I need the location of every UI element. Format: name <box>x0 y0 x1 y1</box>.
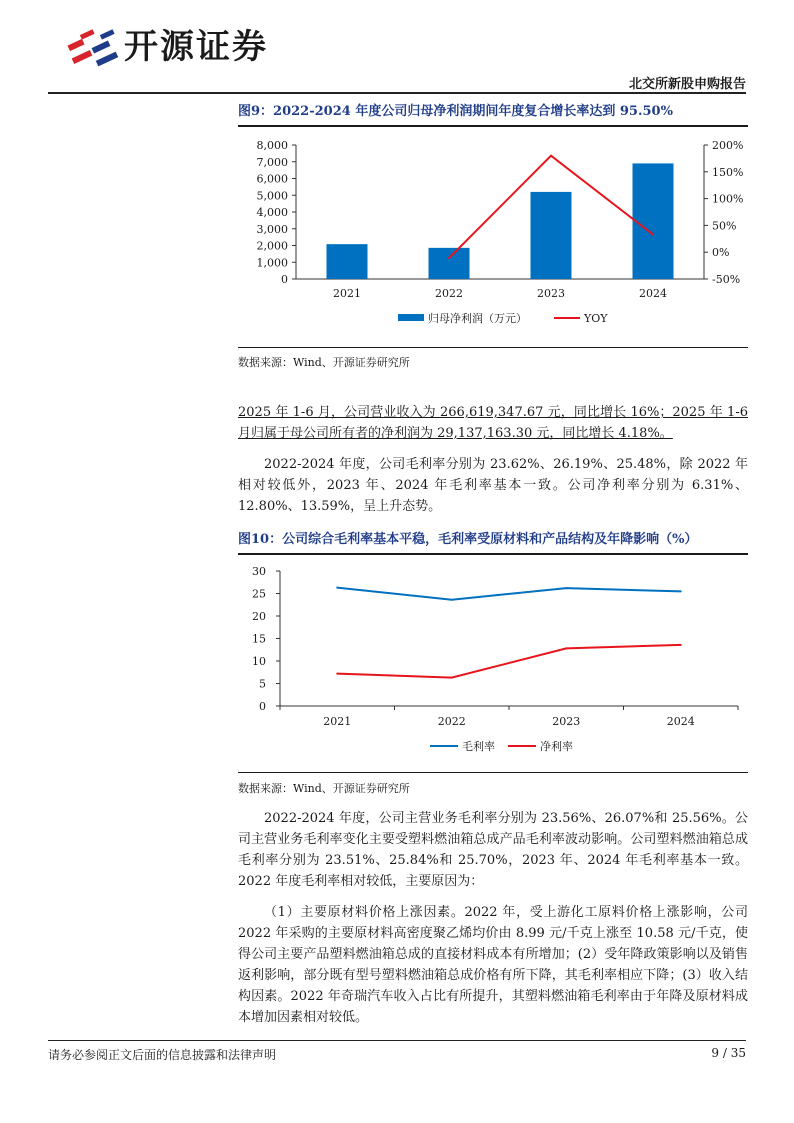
paragraph-reasons: （1）主要原材料价格上涨因素。2022 年，受上游化工原料价格上涨影响，公司 2022 年采购的主要原材料高密度聚乙烯均价由 8.99 元/千克上涨至 10.58 元/千克，使得公司主要产品塑料燃油箱总成的直接材料成本有所增加；(2）受年降政策影响以及销售返利影响，部分既有型号塑料燃油箱总成价格有所下降，其毛利率相应下降；(3）收入结构因素。2022 年奇瑞汽车收入占比有所提升，其塑料燃油箱毛利率由于年降及原材料成本增加因素相对较低。 <box>238 905 748 1025</box>
point-yoy-2022 <box>448 257 450 259</box>
bar-net-profit-2022 <box>429 248 470 279</box>
x-tick-label: 2023 <box>537 287 565 300</box>
figure9-title: 图9：2022-2024 年度公司归母净利润期间年度复合增长率达到 95.50% <box>238 100 748 127</box>
line-gross-margin-point-2023 <box>565 587 567 589</box>
line-gross-margin <box>337 588 681 600</box>
y-left-tick-label: 8,000 <box>256 139 288 152</box>
legend-bar-swatch <box>398 314 424 321</box>
y-tick-label: 5 <box>259 677 266 691</box>
x-tick-label: 2021 <box>323 715 352 728</box>
y-right-tick-label: -50% <box>712 273 741 286</box>
bar-net-profit-2021 <box>327 244 368 279</box>
report-type: 北交所新股申购报告 <box>628 77 746 92</box>
point-yoy-2023 <box>550 155 552 157</box>
y-tick-label: 0 <box>259 700 266 713</box>
line-net-margin-point-2023 <box>565 647 567 649</box>
y-left-tick-label: 6,000 <box>256 172 288 186</box>
line-gross-margin-point-2022 <box>451 599 453 601</box>
line-net-margin-point-2022 <box>451 677 453 679</box>
line-net-margin-point-2024 <box>680 644 682 646</box>
figure9-divider <box>238 347 748 348</box>
y-right-tick-label: 50% <box>712 219 737 233</box>
figure9-source: 数据来源：Wind、开源证券研究所 <box>238 356 410 369</box>
figure10-title: 图10：公司综合毛利率基本平稳，毛利率受原材料和产品结构及年降影响（%） <box>238 528 748 555</box>
paragraph-margin-summary: 2022-2024 年度，公司毛利率分别为 23.62%、26.19%、25.48%，除 2022 年相对较低外，2023 年、2024 年毛利率基本一致。公司净利率分别为 6.31%、12.80%、13.59%，呈上升态势。 <box>238 457 748 514</box>
line-gross-margin-point-2024 <box>680 590 682 592</box>
figure9-chart <box>238 128 748 346</box>
y-right-tick-label: 100% <box>712 192 744 206</box>
y-right-tick-label: 150% <box>712 165 744 179</box>
y-left-tick-label: 7,000 <box>256 155 288 169</box>
line-net-margin-point-2021 <box>336 673 338 675</box>
figure10-chart <box>238 556 748 768</box>
paragraph-main-business-margin: 2022-2024 年度，公司主营业务毛利率分别为 23.56%、26.07%和 25.56%。公司主营业务毛利率变化主要受塑料燃油箱总成产品毛利率波动影响。公司塑料燃油箱总成毛利率分别为 23.51%、25.84%和 25.70%，2023 年、2024 年毛利率基本一致。2022 年度毛利率相对较低，主要原因为： <box>238 811 748 889</box>
y-left-tick-label: 2,000 <box>256 239 288 253</box>
header-divider <box>48 92 746 94</box>
legend-line-label: YOY <box>584 312 608 325</box>
y-tick-label: 25 <box>252 587 266 601</box>
page-number: 9 / 35 <box>711 1046 746 1060</box>
x-tick-label: 2024 <box>639 287 667 300</box>
x-tick-label: 2022 <box>437 715 466 728</box>
figure10-source: 数据来源：Wind、开源证券研究所 <box>238 782 410 795</box>
y-tick-label: 20 <box>252 610 266 623</box>
y-tick-label: 15 <box>252 632 266 646</box>
y-tick-label: 10 <box>252 655 266 668</box>
line-net-margin <box>337 645 681 678</box>
figure10-divider <box>238 772 748 773</box>
x-tick-label: 2022 <box>435 287 463 300</box>
paragraph-h1-2025-text: 2025 年 1-6 月，公司营业收入为 266,619,347.67 元，同比增长 16%；2025 年 1-6 月归属于母公司所有者的净利润为 29,137,163.30 元，同比增长 4.18%。 <box>238 405 748 441</box>
line-gross-margin-point-2021 <box>336 587 338 589</box>
bar-net-profit-2024 <box>633 163 674 279</box>
paragraph-h1-2025 <box>238 402 748 444</box>
y-left-tick-label: 4,000 <box>256 206 288 219</box>
x-tick-label: 2024 <box>666 715 695 728</box>
legend-net-label: 净利率 <box>540 740 573 753</box>
x-tick-label: 2023 <box>552 715 581 728</box>
point-yoy-2024 <box>652 234 654 236</box>
brand-name: 开源证券 <box>124 27 268 67</box>
y-left-tick-label: 5,000 <box>256 189 288 203</box>
y-left-tick-label: 1,000 <box>256 256 288 270</box>
legend-bar-label: 归母净利润（万元） <box>428 312 527 325</box>
y-right-tick-label: 0% <box>712 246 730 260</box>
footer-divider <box>48 1040 746 1041</box>
footer-disclaimer: 请务必参阅正文后面的信息披露和法律声明 <box>48 1048 277 1062</box>
x-tick-label: 2021 <box>333 287 361 300</box>
y-tick-label: 30 <box>252 565 266 578</box>
y-left-tick-label: 0 <box>281 273 288 286</box>
legend-gross-label: 毛利率 <box>462 740 495 753</box>
y-right-tick-label: 200% <box>712 139 744 152</box>
y-left-tick-label: 3,000 <box>256 222 288 236</box>
bar-net-profit-2023 <box>531 192 572 279</box>
